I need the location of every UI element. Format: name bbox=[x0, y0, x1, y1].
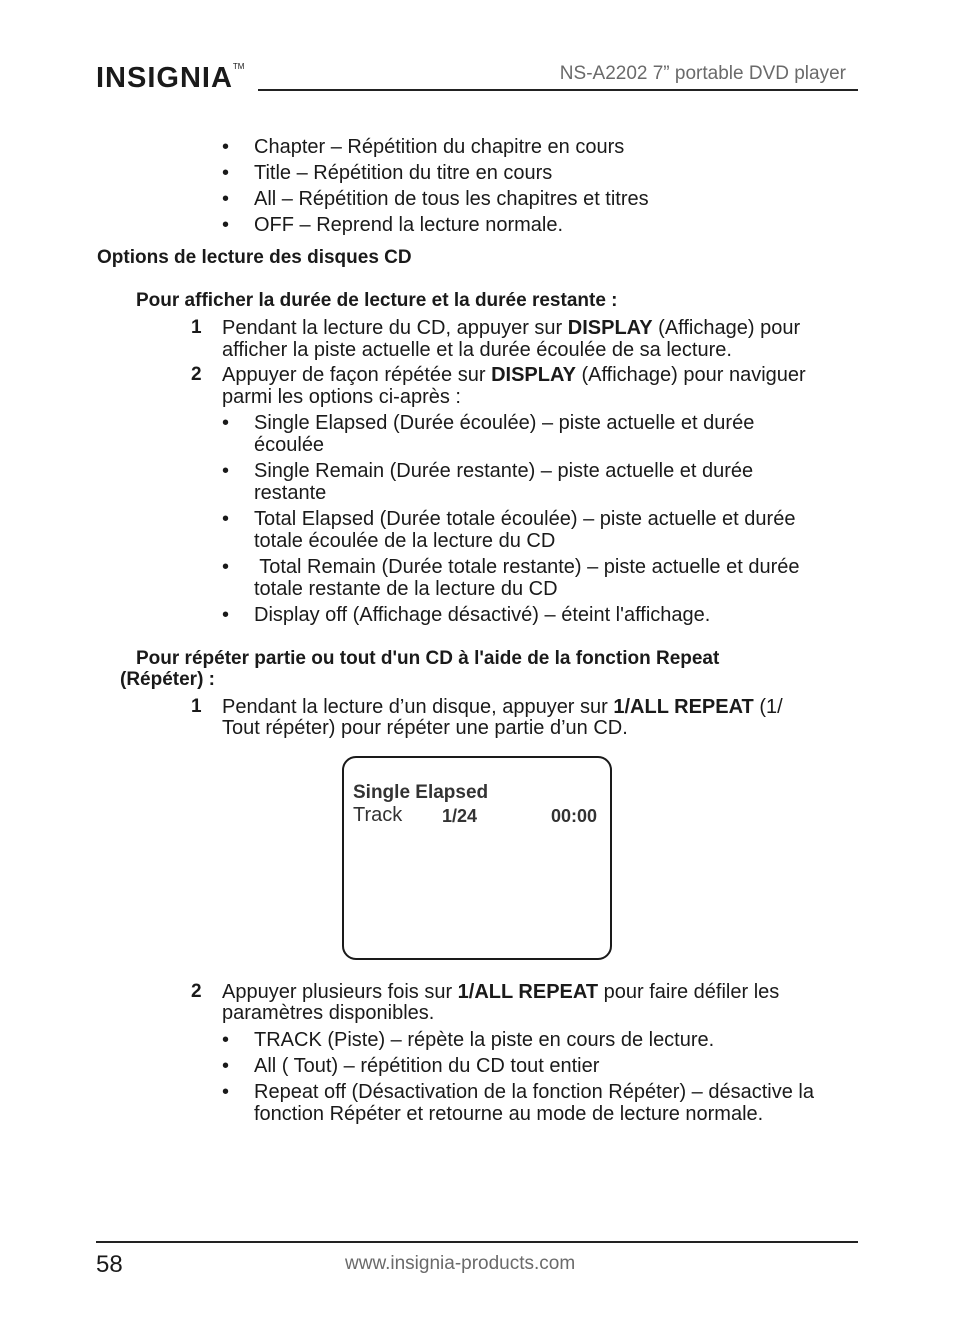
list-item: Total Elapsed (Durée totale écoulée) – piste actuelle et durée bbox=[254, 508, 796, 530]
footer-rule bbox=[96, 1241, 858, 1243]
header-title: NS-A2202 7” portable DVD player bbox=[559, 63, 846, 84]
subsection-heading: Pour répéter partie ou tout d'un CD à l'aide de la fonction Repeat bbox=[136, 648, 720, 669]
bullet-dot: • bbox=[222, 1055, 230, 1077]
list-item: fonction Répéter et retourne au mode de lecture normale. bbox=[254, 1103, 764, 1125]
header-rule bbox=[258, 89, 858, 91]
step-text: Pendant la lecture du CD, appuyer sur DISPLAY (Affichage) pour bbox=[222, 317, 801, 339]
bullet-dot: • bbox=[222, 556, 230, 578]
step-text: parmi les options ci-après : bbox=[222, 386, 461, 408]
step-text: afficher la piste actuelle et la durée écoulée de sa lecture. bbox=[222, 339, 732, 361]
step-text: paramètres disponibles. bbox=[222, 1002, 435, 1024]
list-item: totale restante de la lecture du CD bbox=[254, 578, 558, 600]
screen-track-count: 1/24 bbox=[442, 806, 478, 826]
list-item: Single Remain (Durée restante) – piste actuelle et durée bbox=[254, 460, 754, 482]
logo-trademark: TM bbox=[232, 62, 245, 71]
bullet-dot: • bbox=[222, 604, 230, 626]
step-number: 1 bbox=[191, 317, 202, 338]
section-heading: Options de lecture des disques CD bbox=[97, 247, 412, 268]
list-item: écoulée bbox=[254, 434, 325, 456]
list-item: OFF – Reprend la lecture normale. bbox=[254, 214, 564, 236]
insignia-logo bbox=[96, 62, 244, 95]
list-item: TRACK (Piste) – répète la piste en cours de lecture. bbox=[254, 1029, 715, 1051]
bullet-dot: • bbox=[222, 508, 230, 530]
step-text: Appuyer plusieurs fois sur 1/ALL REPEAT pour faire défiler les bbox=[222, 981, 780, 1003]
list-item: Repeat off (Désactivation de la fonction Répéter) – désactive la bbox=[254, 1081, 814, 1103]
bullet-dot: • bbox=[222, 460, 230, 482]
subsection-heading: Pour afficher la durée de lecture et la durée restante : bbox=[136, 290, 618, 311]
subsection-heading: (Répéter) : bbox=[120, 669, 216, 690]
list-item: Display off (Affichage désactivé) – éteint l'affichage. bbox=[254, 604, 711, 626]
bullet-dot: • bbox=[222, 162, 230, 184]
bullet-dot: • bbox=[222, 1081, 230, 1103]
step-text: Tout répéter) pour répéter une partie d’un CD. bbox=[222, 717, 628, 739]
list-item: Title – Répétition du titre en cours bbox=[254, 162, 553, 184]
list-item: restante bbox=[254, 482, 327, 504]
step-number: 2 bbox=[191, 981, 202, 1002]
bullet-dot: • bbox=[222, 412, 230, 434]
screen-time: 00:00 bbox=[551, 806, 598, 826]
logo-text: INSIGNIA bbox=[96, 62, 233, 94]
bullet-dot: • bbox=[222, 214, 230, 236]
list-item: Single Elapsed (Durée écoulée) – piste actuelle et durée bbox=[254, 412, 755, 434]
step-number: 2 bbox=[191, 364, 202, 385]
screen-track-label: Track bbox=[353, 804, 403, 826]
footer-url: www.insignia-products.com bbox=[345, 1253, 576, 1274]
list-item: Total Remain (Durée totale restante) – piste actuelle et durée bbox=[254, 556, 800, 578]
list-item: totale écoulée de la lecture du CD bbox=[254, 530, 556, 552]
screen-mode-title: Single Elapsed bbox=[353, 782, 489, 803]
list-item: All ( Tout) – répétition du CD tout entier bbox=[254, 1055, 600, 1077]
bullet-dot: • bbox=[222, 1029, 230, 1051]
display-screen-illustration bbox=[342, 756, 612, 960]
step-text: Appuyer de façon répétée sur DISPLAY (Affichage) pour naviguer bbox=[222, 364, 806, 386]
list-item: Chapter – Répétition du chapitre en cours bbox=[254, 136, 625, 158]
bullet-dot: • bbox=[222, 136, 230, 158]
step-number: 1 bbox=[191, 696, 202, 717]
step-text: Pendant la lecture d’un disque, appuyer sur 1/ALL REPEAT (1/ bbox=[222, 696, 783, 718]
page-number: 58 bbox=[96, 1251, 123, 1278]
bullet-dot: • bbox=[222, 188, 230, 210]
list-item: All – Répétition de tous les chapitres et titres bbox=[254, 188, 649, 210]
